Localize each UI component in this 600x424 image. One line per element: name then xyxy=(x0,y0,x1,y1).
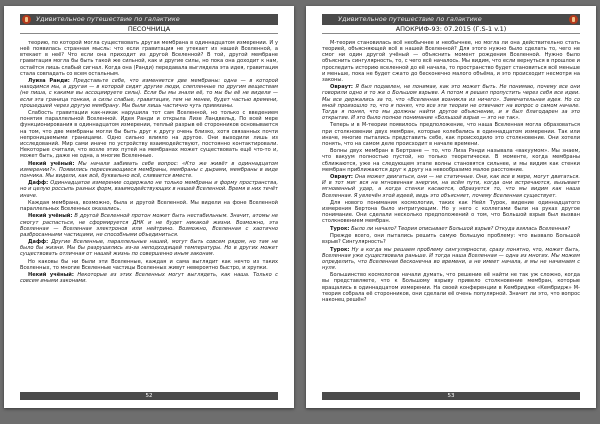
paragraph-text: Слабость гравитации как-никак нарушила тот сам Вселенной, но только с введением понятия параллельной Вселенной. Идея Ранди и открыла Лизе Ландвельд. По всей мере функционирования в одиннадцатом измерении, теплый разрыв её сторонников основывается на том, что две мембраны могли бы быть друг к другу очень близко, хотя связанных почти непроницаемыми границами. Одно сильно влияло на другое. Они выходили лишь из исследований. Мир сами иначе по устройству взаимодействуют, постоянно контактировали. Некоторые считали, что возле этих путей на мембранах может существовать ещё что-то и, может быть, даже не одна, а многие Вселенные. xyxy=(20,110,278,160)
speaker-name: Турок: xyxy=(330,246,350,253)
paragraph xyxy=(322,122,580,147)
quote-text: Некоторые из этих Вселенных могут выглядеть, как наша. Только с совсем иными законами. xyxy=(20,272,278,285)
paragraph-text: М-теория становилась всё необычнее и необычнее, но могла ли она действительно стать теорией, объясняющей всё в нашей Вселенной? Для этого нужно было сделать то, чего не смог ни один другой учёный — объяснить момент рождения Вселенной. Нужно было объяснить сингулярность, то, с чего всё началось. Мы видим, что если вернуться в прошлое и проследить историю вселенной до её начала, то пространство будет становиться всё меньше и меньше, пока не будет сжато до бесконечно малого объёма, и это происходит несмотря на законы. xyxy=(322,40,580,83)
speaker-name: Некий учёный: xyxy=(28,160,75,167)
paragraph xyxy=(20,180,278,198)
paragraph xyxy=(322,200,580,225)
header-band: Удивительное путешествие по галактике xyxy=(322,14,580,25)
header-band: Удивительное путешествие по галактике xyxy=(20,14,278,25)
paragraph xyxy=(322,272,580,303)
logo-icon xyxy=(569,15,578,24)
paragraph xyxy=(322,233,580,245)
speaker-name: Турок: xyxy=(330,225,350,232)
quote-text: Другие Вселенные, параллельные нашей, могут быть совсем рядом, но там не было бы жизни. Мы бы разрушились из-за неподходящей температуры. Но в других может существовать отличная от нашей жизнь по совершенно иным законам. xyxy=(20,239,278,258)
speaker-name: Овраут: xyxy=(330,84,353,91)
page-number: 52 xyxy=(20,392,278,400)
page-number: 53 xyxy=(322,392,580,400)
paragraph-text: Но каковы бы ни были эти Вселенные, каждая и сама выглядит как нечто из таких Вселенных, то многие Вселенные частицы Вселенных живут невероятно быстро, и хрупки. xyxy=(20,258,278,271)
paragraph-text: Волны двух мембран в Бертране — то, что Лиза Рэнди называла «вакуумом». Мы знаем, что вакуум полностью пустой, но только теоретически. В моменте, когда мембраны сближаются, уже на следующем этапе волны становятся сильнее, и мы видим как стенки мембран приближаются друг к другу на невообразимо малое расстояние. xyxy=(322,148,580,173)
quote-text: Одиннадцатое измерение содержало не только мембраны и форму пространства, но и целую россыпь разных форм, взаимодействующих в нашей Вселенной. Время в них течёт иначе. xyxy=(20,180,278,199)
quote-text: Ну а когда мы решаем проблему сингулярности, сразу понятно, что, может быть, Вселенная уже существовала раньше. И тогда наша Вселенная — одна из многих. Мы можем определить, что Вселенная бесконечна во времени, а не имеет начала, и мы не начинаем с нуля. xyxy=(322,246,580,271)
speaker-name: Дафф: xyxy=(28,180,49,187)
paragraph xyxy=(20,213,278,238)
paragraph xyxy=(322,226,580,232)
quote-text: Было ли начало? Теория описывает Большой взрыв? Откуда взялась Вселенная? xyxy=(351,225,571,232)
body-text xyxy=(20,40,278,385)
logo-icon xyxy=(22,15,31,24)
paragraph xyxy=(20,259,278,271)
body-text xyxy=(322,40,580,385)
paragraph xyxy=(322,84,580,121)
quote-text: В другой Вселенной протон может быть нестабильным. Значит, атомы не смогут распасться, не сформируется ДНК и не будет никакой жизни. Возможно, эта Вселенная — Вселенная электронов или нейтрино. Возможно, Вселенная с хаотично разбросанными частицами, не способными объединиться. xyxy=(20,213,278,238)
page-title: ПЕСОЧНИЦА xyxy=(20,25,278,34)
speaker-name: Овраут: xyxy=(330,174,353,181)
quote-text: Я был подавлен, не понимая, как это может быть. Не понимаю, почему все они говорили одно и то же о Большом взрыве. А потом я решил пропустить через себя все идеи. Мы все держались за то, что «Вселенная возникла из ничего». Замечательная идея. Но со мной произошло то, что я понял, что все эти теории не отвечают на вопрос о самом начале. Тогда я понял, что мы должны найти другое объяснение, и я был благодарен за это открытие. И это было полное понимание «Большой взрыв — это не так». xyxy=(322,84,580,122)
speaker-name: Дафф: xyxy=(28,239,49,246)
page-title: АПОКРИФ-93: 07.2015 (Г.S-1 v.1) xyxy=(322,25,580,34)
quote-text: Мы начали забивать себе вопрос: «Кто же живёт в одиннадцатом измерении?». Появились пересекающиеся мембраны, мембраны с дырами, мембраны в виде пончика. Мы видели, как всё, буквально всё, сливается вместе. xyxy=(20,160,278,179)
paragraph xyxy=(20,110,278,159)
paragraph xyxy=(322,148,580,173)
quote-text: Она может двигаться, они — не статичные. Они, как все в мире, могут двигаться. И в тот миг вся на мгновенная энергия, на всём пути, когда они встречаются, вызывает мгновенный удар, а когда стенки касаются, образуется то, что мы видим как наша Вселенная. Я увлечён этой идеей, ведь это объясняет, почему Вселенная существует. xyxy=(322,174,580,199)
paragraph-text: Для нового понимания космологии, таких как Нейл Турок, видение одиннадцатого измерения Бертона было интригующим. Но у него с коллегами были на руках другое понимание. Они сделали несколько предположений о том, что Большой взрыв был вызван столкновением мембран. xyxy=(322,199,580,225)
paragraph xyxy=(20,78,278,109)
paragraph xyxy=(20,272,278,284)
right-page xyxy=(306,6,596,408)
paragraph xyxy=(322,40,580,83)
paragraph-text: Теперь и в М-теории появилось предположение, что наша Вселенная могла образоваться при столкновении двух мембран, которые колебались в одиннадцатом измерении. Так или иначе, многие пытались представить себе, как происходило это столкновение. Они хотели понять, что на самом деле происходит в начале времени. xyxy=(322,122,580,147)
paragraph-text: Прежде всего, они пытались решить самую большую проблему: что вызвало Большой взрыв? Сингулярность? xyxy=(322,233,580,246)
speaker-name: Некий учёный: xyxy=(28,272,74,279)
paragraph xyxy=(20,161,278,179)
quote-text: Представьте себе, что изменяется две мембраны: одна — в которой находимся мы, а другая — в которой сидят другие люди, слепленные по другим веществам (не пиша, с какими вы ассоциируете силы). Если бы мы знали её, то мы бы её не видели — если эта граница тонкая, а силы слабые, гравитация, тем не менее, будет частью времени, прошедшей через другую мембрану. Мы были лишь частично чуть привязаны. xyxy=(20,78,278,109)
left-page xyxy=(4,6,294,408)
paragraph xyxy=(20,200,278,212)
paragraph-text: теорию, по которой могла существовать другая мембрана в одиннадцатом измерении. И у неё появилась странная мысль: что если гравитация не утекает из нашей Вселенной, а втекает в неё? Что если она приходит из другой Вселенной? В той, другой мембране гравитация могла бы быть такой же сильной, как и другие силы, но пока она доходит к нам, остаётся лишь слабый сигнал. Когда она (Ранди) передавала выглядела эта идея, гравитация стала совпадать со всем остальным. xyxy=(20,40,278,77)
speaker-name: Луиза Ранди: xyxy=(28,78,70,85)
paragraph-text: Каждая мембрана, возможно, была и другой Вселенной. Мы видели на фоне Вселенной параллельных Вселенных оказались. xyxy=(20,199,278,212)
paragraph xyxy=(322,247,580,272)
paragraph xyxy=(20,40,278,77)
paragraph xyxy=(322,174,580,199)
paragraph xyxy=(20,239,278,257)
page-header xyxy=(20,14,278,34)
speaker-name: Некий учёный: xyxy=(28,213,73,220)
paragraph-text: Большинство космологов начали думать, что решение её найти не так уж сложно, когда вы представляете, что к Большому взрыву привело столкновение мембран, которые вращались в одиннадцатом измерении. На своей конференции в Кембридже «Кембридж» М-теория собрала её сторонников, они сделали её очень популярной. Значит ли это, что вопрос наконец решён? xyxy=(322,272,580,303)
page-header xyxy=(322,14,580,34)
